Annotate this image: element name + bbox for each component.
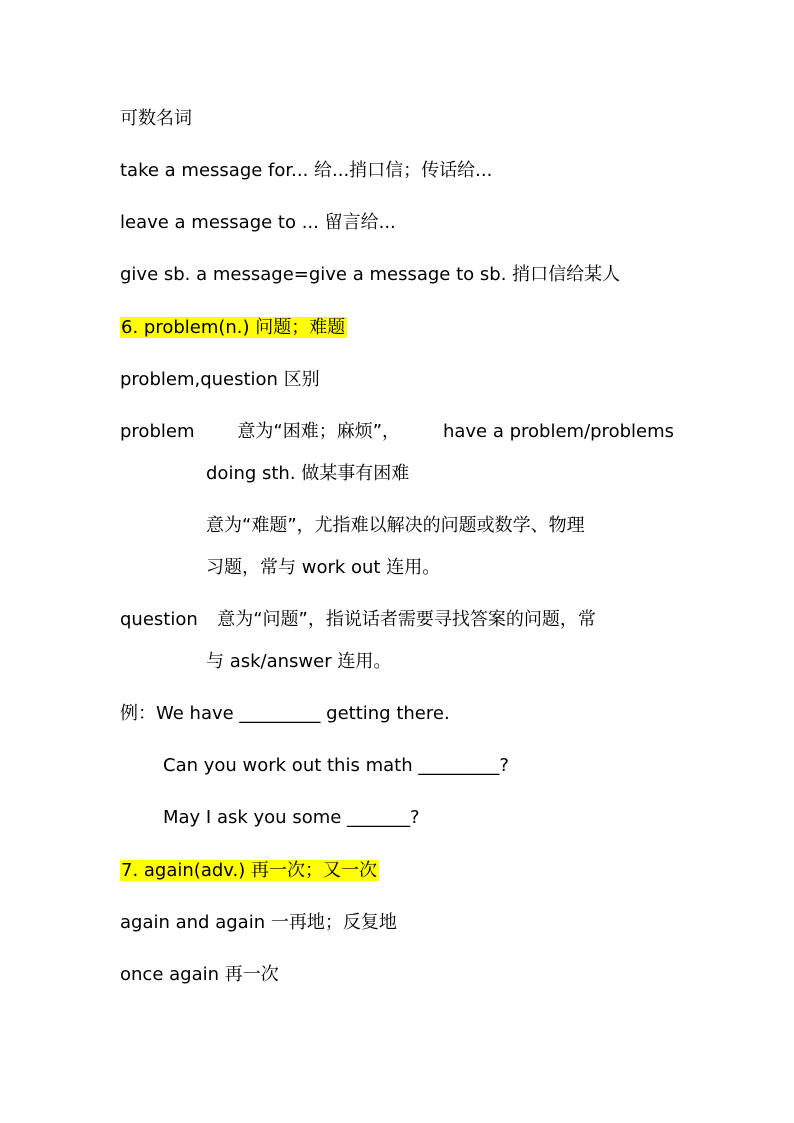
term-word: question	[120, 609, 198, 630]
example-line: 例：We have _________ getting there.	[120, 703, 450, 724]
phrase-text: have a problem/problems	[442, 421, 674, 442]
justified-line	[120, 419, 674, 445]
text-line: leave a message to ... 留言给...	[120, 212, 396, 233]
highlighted-heading: 7. again(adv.) 再一次；又一次	[121, 860, 377, 881]
highlighted-heading: 6. problem(n.) 问题；难题	[121, 317, 346, 338]
example-line: Can you work out this math _________?	[163, 755, 509, 776]
text-line: 意为“难题”，尤指难以解决的问题或数学、物理	[206, 515, 585, 536]
definition-text: 意为“困难；麻烦”，	[237, 421, 401, 442]
definition-text: 意为“问题”，指说话者需要寻找答案的问题，常	[217, 609, 596, 630]
text-line: give sb. a message=give a message to sb. 捎口信给某人	[120, 264, 621, 285]
section-heading	[120, 315, 347, 341]
term-line	[120, 607, 596, 633]
text-line: 习题，常与 work out 连用。	[206, 557, 441, 578]
text-line: 可数名词	[120, 108, 192, 129]
example-line: May I ask you some _______?	[163, 807, 420, 828]
text-line: 与 ask/answer 连用。	[206, 651, 392, 672]
section-heading	[120, 858, 379, 884]
term-word: problem	[120, 421, 195, 442]
text-line: problem,question 区别	[120, 369, 320, 390]
text-line: again and again 一再地；反复地	[120, 912, 397, 933]
text-line: doing sth. 做某事有困难	[206, 463, 410, 484]
text-line: once again 再一次	[120, 964, 279, 985]
text-line: take a message for... 给...捎口信；传话给...	[120, 160, 493, 181]
